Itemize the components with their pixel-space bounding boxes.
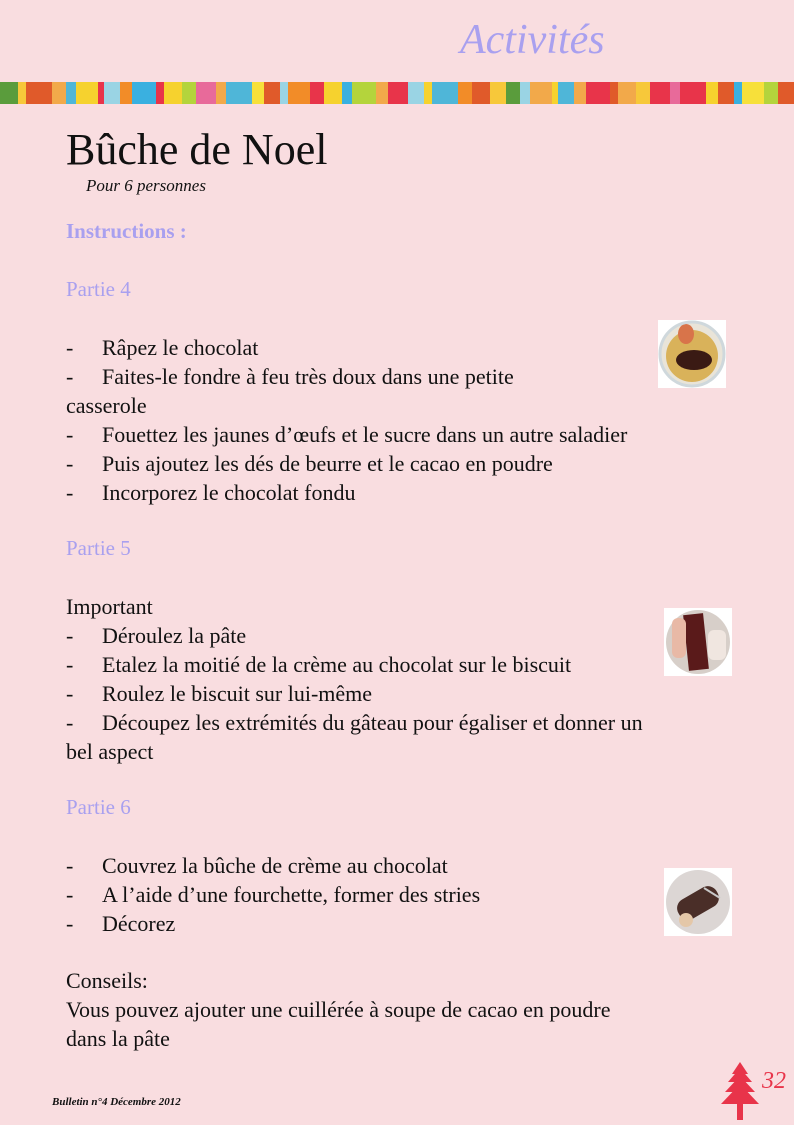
stripe-segment (408, 82, 424, 104)
step-line: bel aspect (66, 739, 154, 764)
page-title: Bûche de Noel (66, 125, 328, 174)
stripe-segment (520, 82, 530, 104)
stripe-segment (196, 82, 216, 104)
step-line: - Couvrez la bûche de crème au chocolat (66, 853, 448, 878)
stripe-segment (310, 82, 324, 104)
stripe-segment (574, 82, 586, 104)
step-line: - Râpez le chocolat (66, 335, 259, 360)
stripe-segment (530, 82, 552, 104)
chocolate-bowl-photo (658, 320, 726, 388)
rolled-biscuit-photo (664, 608, 732, 676)
stripe-segment (432, 82, 458, 104)
part-6-steps (66, 851, 746, 938)
stripe-segment (424, 82, 432, 104)
stripe-segment (376, 82, 388, 104)
page-number: 32 (762, 1068, 786, 1094)
stripe-segment (156, 82, 164, 104)
advice-label: Conseils: (66, 968, 148, 993)
stripe-segment (610, 82, 618, 104)
stripe-segment (558, 82, 574, 104)
stripe-segment (458, 82, 472, 104)
christmas-tree-icon (719, 1062, 761, 1125)
step-line: - Etalez la moitié de la crème au chocolat sur le biscuit (66, 652, 572, 677)
advice-line: Vous pouvez ajouter une cuillérée à soupe de cacao en poudre (66, 997, 611, 1022)
stripe-segment (280, 82, 288, 104)
stripe-segment (182, 82, 196, 104)
stripe-segment (618, 82, 636, 104)
part-4-steps (66, 333, 746, 507)
stripe-segment (636, 82, 650, 104)
servings-subtitle: Pour 6 personnes (86, 176, 206, 195)
stripe-segment (26, 82, 52, 104)
stripe-segment (324, 82, 342, 104)
part-6-heading: Partie 6 (66, 795, 131, 819)
step-line: Important (66, 594, 153, 619)
stripe-segment (680, 82, 706, 104)
step-line: - A l’aide d’une fourchette, former des stries (66, 882, 481, 907)
advice-line: dans la pâte (66, 1026, 170, 1051)
stripe-segment (506, 82, 520, 104)
stripe-segment (164, 82, 182, 104)
stripe-segment (342, 82, 352, 104)
stripe-segment (352, 82, 376, 104)
stripe-segment (76, 82, 98, 104)
step-line: - Puis ajoutez les dés de beurre et le cacao en poudre (66, 451, 553, 476)
step-line: - Déroulez la pâte (66, 623, 247, 648)
stripe-segment (216, 82, 226, 104)
stripe-segment (472, 82, 490, 104)
part-4-heading: Partie 4 (66, 277, 131, 301)
stripe-segment (742, 82, 764, 104)
stripe-segment (226, 82, 252, 104)
stripe-segment (764, 82, 778, 104)
stripe-segment (778, 82, 794, 104)
step-line: - Incorporez le chocolat fondu (66, 480, 356, 505)
advice-block (66, 966, 746, 1053)
section-title: Activités (460, 17, 605, 63)
stripe-segment (670, 82, 680, 104)
stripe-segment (104, 82, 120, 104)
stripe-segment (586, 82, 610, 104)
part-5-steps (66, 592, 746, 766)
stripe-segment (252, 82, 264, 104)
stripe-segment (718, 82, 734, 104)
color-stripe-divider (0, 82, 794, 104)
step-line: - Faites-le fondre à feu très doux dans une petite (66, 364, 514, 389)
instructions-heading: Instructions : (66, 219, 187, 243)
stripe-segment (0, 82, 18, 104)
step-line: - Découpez les extrémités du gâteau pour égaliser et donner un (66, 710, 643, 735)
decorated-log-photo (664, 868, 732, 936)
stripe-segment (288, 82, 310, 104)
stripe-segment (650, 82, 670, 104)
step-line: - Roulez le biscuit sur lui-même (66, 681, 373, 706)
step-line: casserole (66, 393, 147, 418)
stripe-segment (388, 82, 408, 104)
stripe-segment (734, 82, 742, 104)
stripe-segment (66, 82, 76, 104)
step-line: - Fouettez les jaunes d’œufs et le sucre dans un autre saladier (66, 422, 628, 447)
part-5-heading: Partie 5 (66, 536, 131, 560)
stripe-segment (52, 82, 66, 104)
stripe-segment (264, 82, 280, 104)
stripe-segment (490, 82, 506, 104)
step-line: - Décorez (66, 911, 176, 936)
stripe-segment (706, 82, 718, 104)
stripe-segment (18, 82, 26, 104)
bulletin-footer: Bulletin n°4 Décembre 2012 (52, 1096, 181, 1108)
stripe-segment (120, 82, 132, 104)
stripe-segment (132, 82, 156, 104)
